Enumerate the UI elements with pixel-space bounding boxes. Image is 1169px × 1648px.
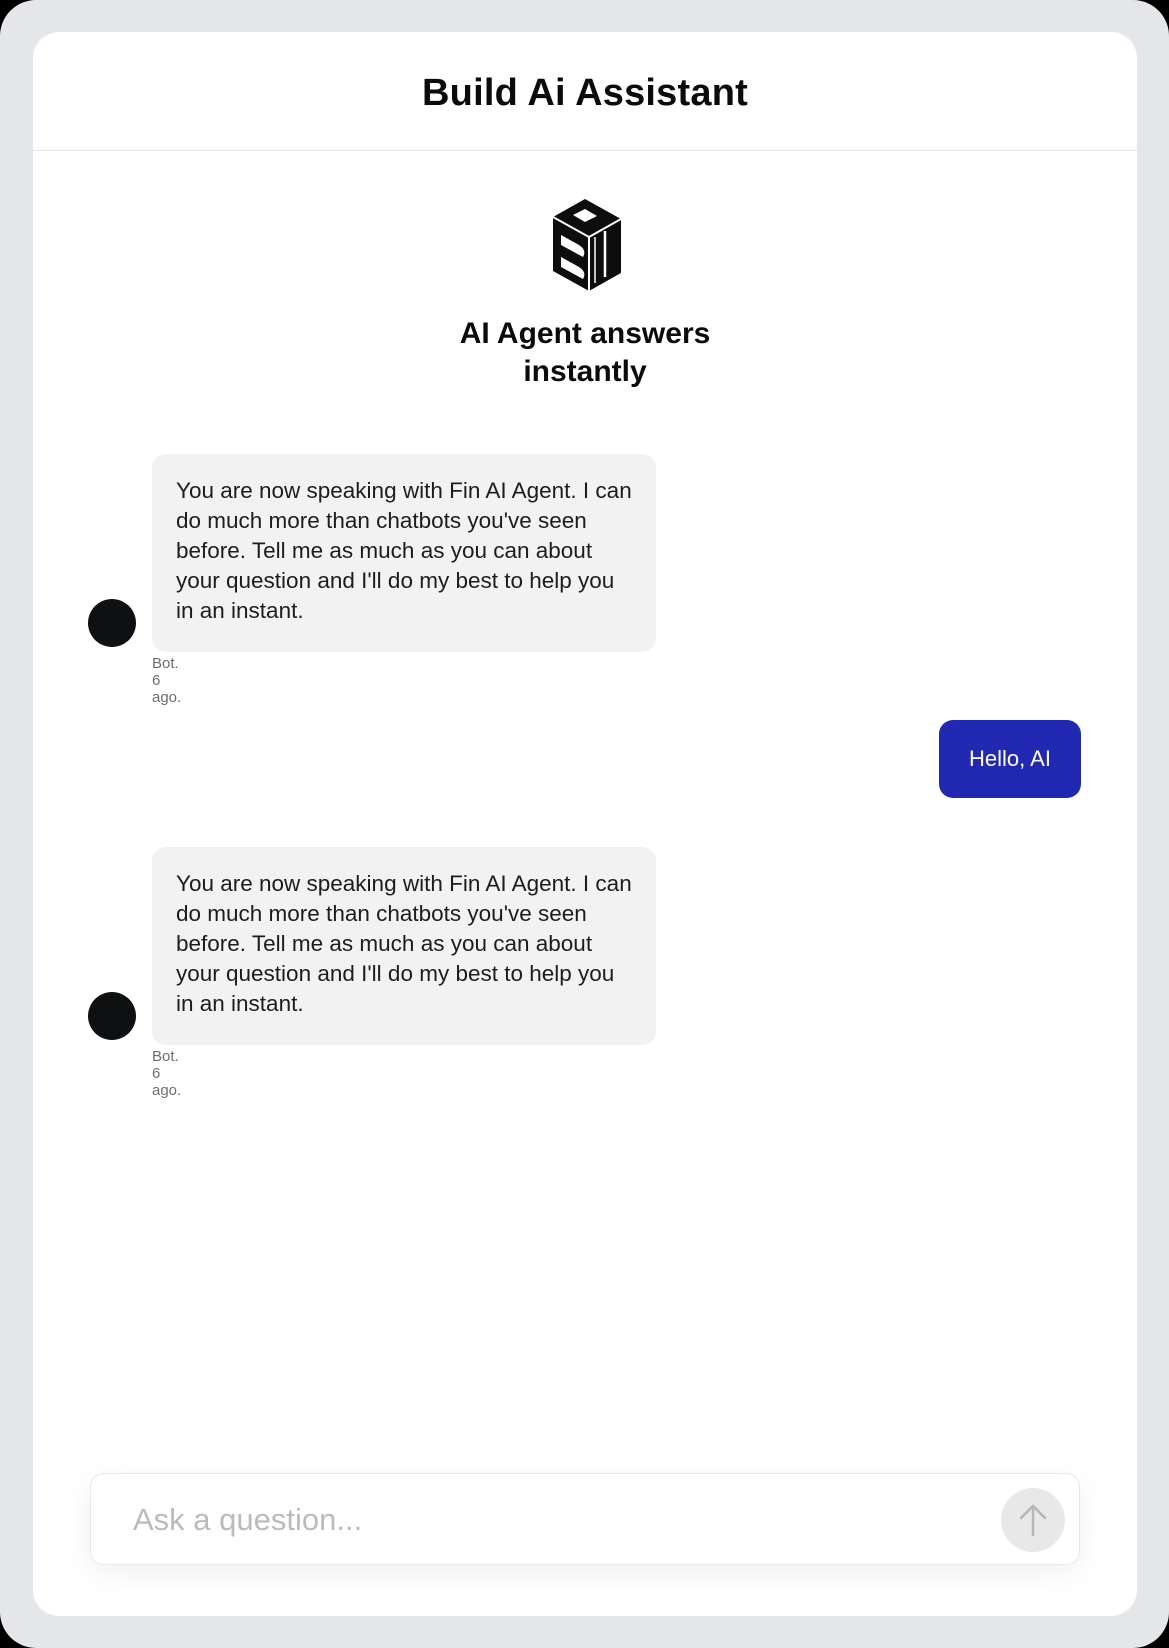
chat-panel — [33, 32, 1137, 1616]
bot-message-bubble: You are now speaking with Fin AI Agent. I can do much more than chatbots you've seen before. Tell me as much as you can about your question and I'll do my best to help you in an instant. — [152, 454, 656, 652]
bot-avatar — [88, 992, 136, 1040]
message-timestamp: Bot. 6 ago. — [152, 1048, 182, 1099]
send-button[interactable] — [1001, 1488, 1065, 1552]
page-title: Build Ai Assistant — [422, 71, 748, 114]
chat-hero — [33, 195, 1137, 391]
chat-header — [33, 32, 1137, 151]
message-composer — [90, 1473, 1080, 1565]
message-timestamp: Bot. 6 ago. — [152, 655, 182, 706]
arrow-up-icon — [1018, 1503, 1048, 1537]
bot-message-bubble: You are now speaking with Fin AI Agent. I can do much more than chatbots you've seen before. Tell me as much as you can about your question and I'll do my best to help you in an instant. — [152, 847, 656, 1045]
hero-title: AI Agent answers instantly — [459, 317, 711, 388]
question-input[interactable] — [131, 1474, 935, 1566]
bot-avatar — [88, 599, 136, 647]
user-message-bubble: Hello, AI — [939, 720, 1081, 798]
bai-cube-logo-icon — [545, 195, 625, 295]
